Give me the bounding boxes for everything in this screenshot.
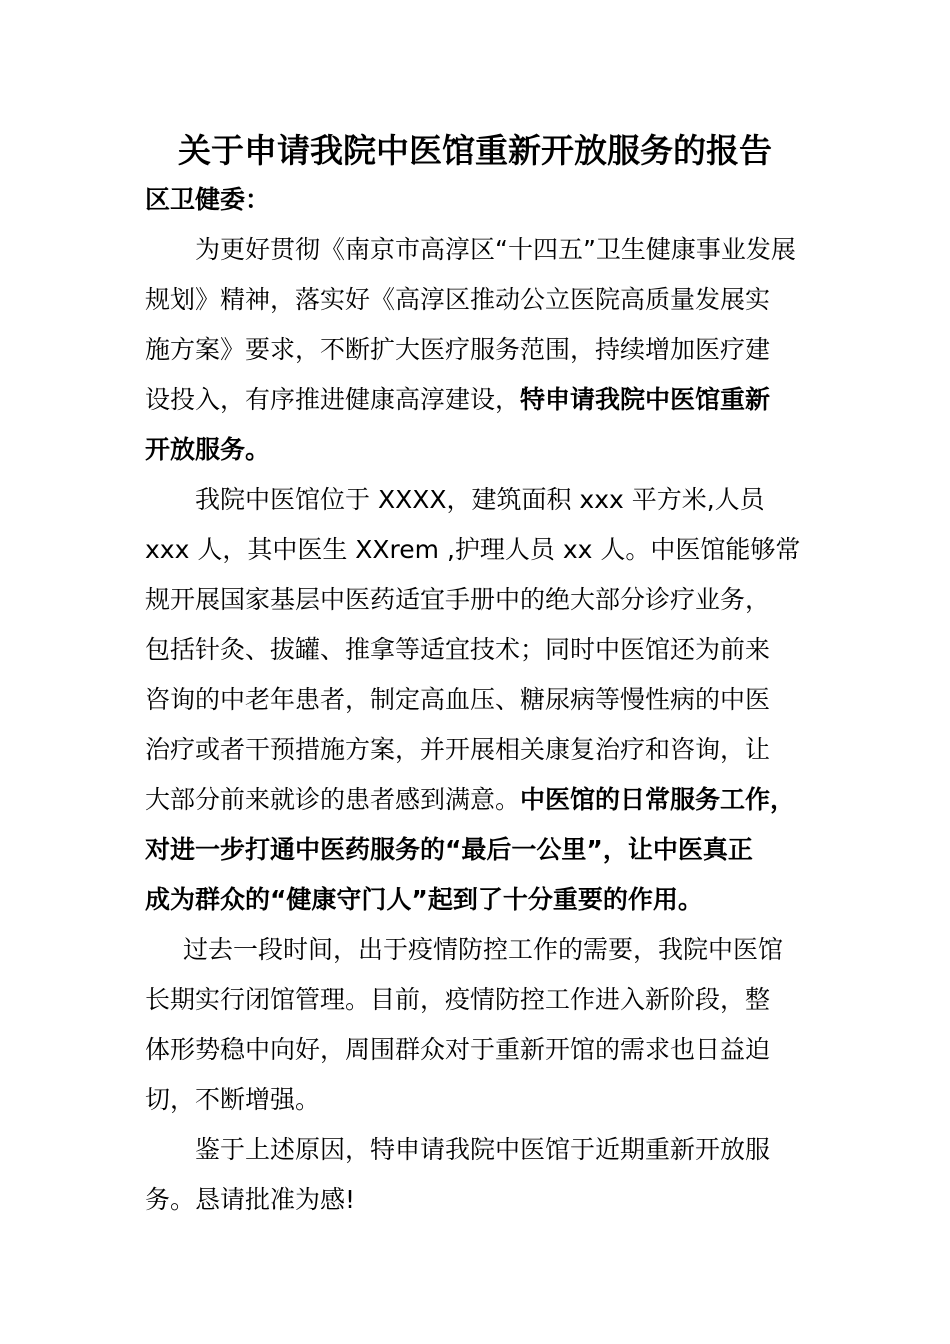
paragraph-4 — [145, 1125, 810, 1225]
paragraph-3 — [145, 925, 810, 1125]
emphasis-text: 开放服务。 — [145, 435, 271, 464]
paragraph-line: 务。恳请批准为感! — [145, 1185, 356, 1214]
paragraph-line: 长期实行闭馆管理。目前，疫情防控工作进入新阶段，整 — [145, 985, 771, 1014]
paragraph-line: 鉴于上述原因，特申请我院中医馆于近期重新开放服 — [195, 1135, 771, 1164]
paragraph-line: 我院中医馆位于 XXXX，建筑面积 xxx 平方米,人员 — [195, 485, 765, 514]
paragraph-line: 设投入，有序推进健康高淳建设，特申请我院中医馆重新 — [145, 385, 771, 414]
paragraph-1 — [145, 225, 810, 475]
paragraph-line — [145, 875, 810, 925]
paragraph-line: 包括针灸、拔罐、推拿等适宜技术；同时中医馆还为前来 — [145, 635, 771, 664]
paragraph-line: 治疗或者干预措施方案，并开展相关康复治疗和咨询，让 — [145, 735, 771, 764]
document-title: 关于申请我院中医馆重新开放服务的报告 — [178, 131, 772, 170]
paragraph-line: xxx 人，其中医生 XXrem ,护理人员 xx 人。中医馆能够常 — [145, 535, 801, 564]
paragraph-line: 大部分前来就诊的患者感到满意。中医馆的日常服务工作， — [145, 785, 796, 814]
paragraph-line: 规划》精神，落实好《高淳区推动公立医院高质量发展实 — [145, 285, 771, 314]
paragraph-line: 为更好贯彻《南京市高淳区“十四五”卫生健康事业发展 — [195, 235, 796, 264]
salutation: 区卫健委： — [145, 185, 271, 214]
paragraph-line: 规开展国家基层中医药适宜手册中的绝大部分诊疗业务， — [145, 585, 771, 614]
emphasis-text: 中医馆的日常服务工作， — [520, 785, 796, 814]
paragraph-line — [145, 425, 810, 475]
paragraph-line: 咨询的中老年患者，制定高血压、糖尿病等慢性病的中医 — [145, 685, 771, 714]
emphasis-text: 对进一步打通中医药服务的“最后一公里”，让中医真正 — [145, 835, 753, 864]
paragraph-2 — [145, 475, 810, 925]
paragraph-line: 切，不断增强。 — [145, 1085, 321, 1114]
paragraph-line: 过去一段时间，出于疫情防控工作的需要，我院中医馆 — [183, 935, 784, 964]
paragraph-line — [145, 825, 810, 875]
emphasis-text: 特申请我院中医馆重新 — [520, 385, 771, 414]
emphasis-text: 成为群众的“健康守门人”起到了十分重要的作用。 — [145, 885, 703, 914]
paragraph-line: 体形势稳中向好，周围群众对于重新开馆的需求也日益迫 — [145, 1035, 771, 1064]
paragraph-line: 施方案》要求，不断扩大医疗服务范围，持续增加医疗建 — [145, 335, 771, 364]
